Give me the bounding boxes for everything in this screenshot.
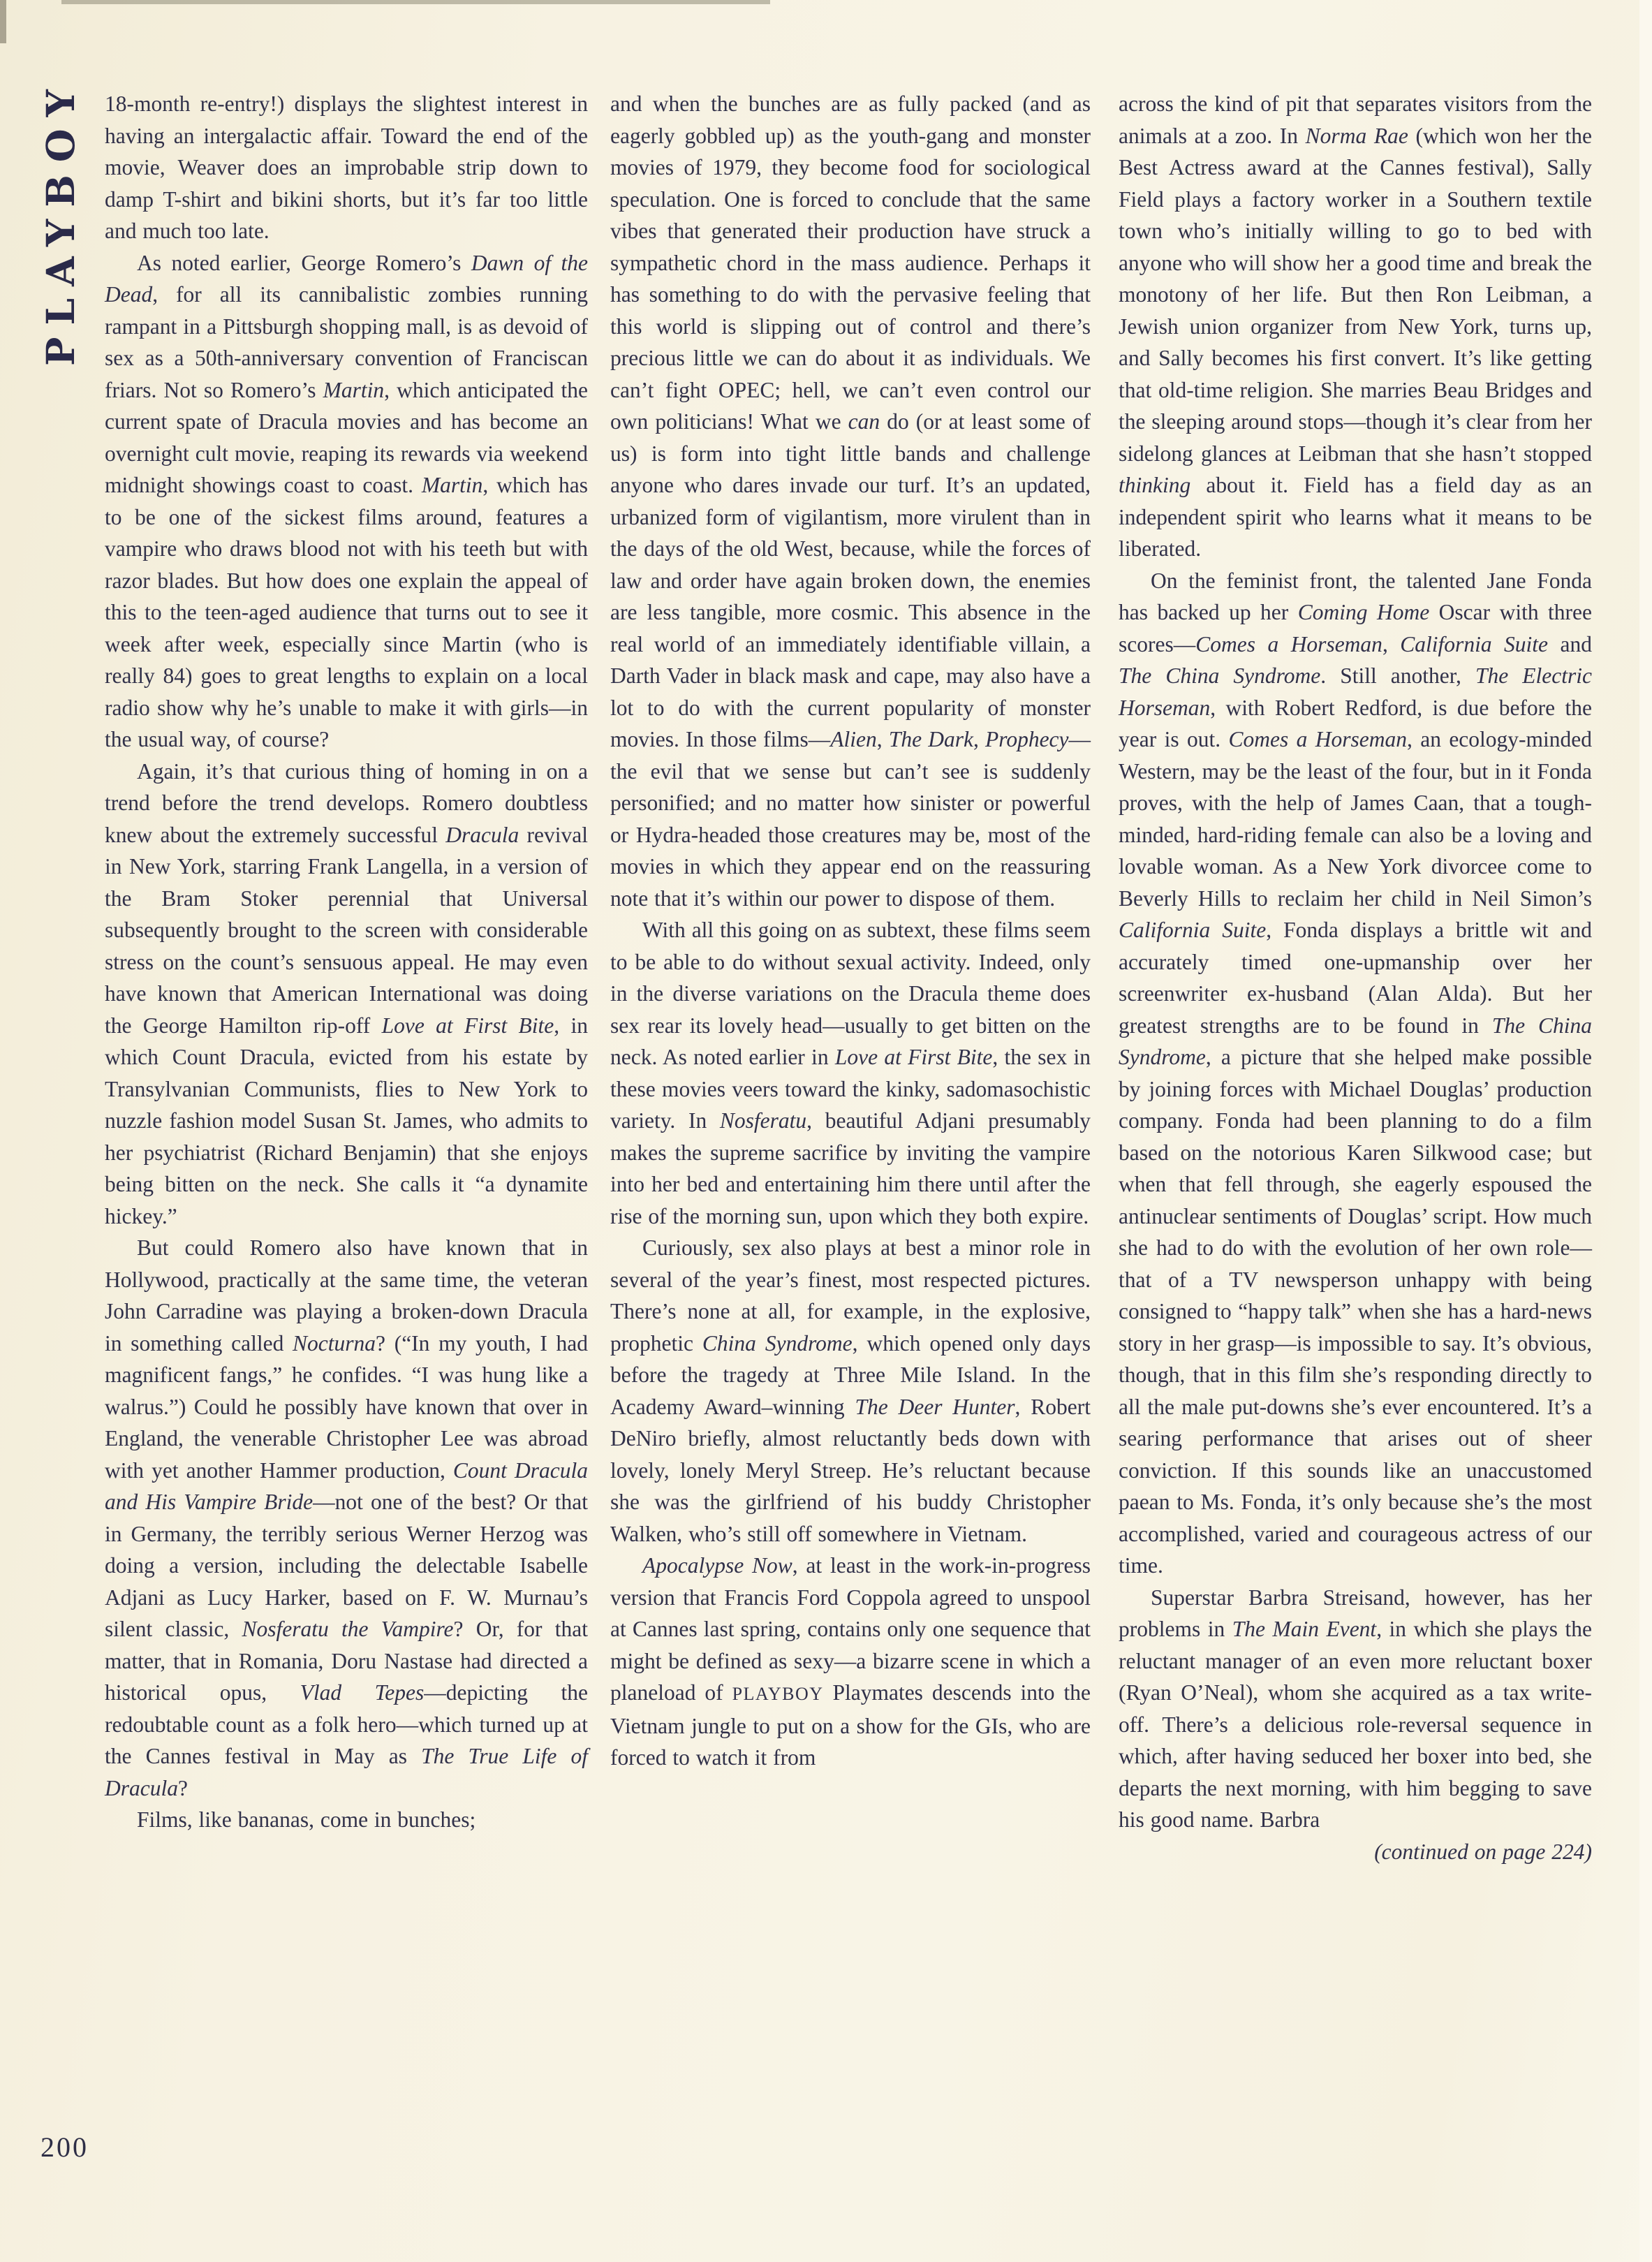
text-run: —depicting the redoubtable count as a folk hero—which turned up at the Cannes festival in May as	[105, 1680, 589, 1768]
text-run: . Still another,	[1320, 663, 1475, 688]
page-edge-corner	[0, 0, 6, 43]
paragraph	[105, 247, 588, 756]
italic-text-run: Comes a Horseman	[1228, 727, 1407, 751]
text-run: But could Romero also have known that in Hollywood, practically at the same time, the veteran John Carradine was playing a broken-down Dracula in something called	[105, 1235, 588, 1356]
italic-text-run: thinking	[1119, 473, 1191, 497]
paragraph	[610, 914, 1091, 1232]
text-column-right	[1119, 88, 1592, 1867]
text-run: Curiously, sex also plays at best a minor role in several of the year’s finest, most respected pictures. There’s none at all, for example, in the explosive, prophetic	[610, 1235, 1091, 1356]
text-run: ? Or, for that matter, that in Romania, Doru Nastase had directed a historical opus,	[105, 1617, 588, 1705]
italic-text-run: Norma Rae	[1305, 123, 1408, 148]
text-run: , Fonda displays a brittle wit and accurately timed one-upmanship over her screenwriter ex-husband (Alan Alda). But her greatest strengths are to be found in	[1119, 918, 1592, 1038]
text-run: Superstar Barbra Streisand, however, has her problems in	[1119, 1585, 1592, 1641]
text-run: On the feminist front, the talented Jane Fonda has backed up her	[1119, 568, 1592, 624]
italic-text-run: The Main Event	[1232, 1617, 1377, 1641]
italic-text-run: Martin	[323, 377, 385, 402]
italic-text-run: Love at First Bite	[381, 1013, 554, 1038]
italic-text-run: The China Syndrome	[1119, 1013, 1592, 1069]
text-column-left	[105, 88, 588, 1836]
paragraph	[1119, 565, 1592, 1582]
italic-text-run: Count Dracula and His Vampire Bride	[105, 1457, 588, 1514]
text-run: Again, it’s that curious thing of homing in on a trend before the trend develops. Romero doubtless knew about the extremely successful	[105, 758, 588, 847]
text-run: —the evil that we sense but can’t see is suddenly personified; and no matter how sinister or powerful or Hydra-headed those creatures may be, most of the movies in which they appear end on the reassuring note that it’s within our power to dispose of them.	[610, 727, 1091, 911]
italic-text-run: The True Life of Dracula	[105, 1744, 588, 1800]
italic-text-run: Dracula	[445, 822, 519, 847]
italic-text-run: California Suite	[1119, 918, 1267, 942]
text-run: revival in New York, starring Frank Langella, in a version of the Bram Stoker perennial that Universal subsequently brought to the screen with considerable stress on the count’s sensuous appeal. He may even have known that American International was doing the George Hamilton rip-off	[105, 822, 588, 1038]
text-run: , for all its cannibalistic zombies running rampant in a Pittsburgh shopping mall, is as devoid of sex as a 50th-anniversary convention of Franciscan friars. Not so Romero’s	[105, 282, 588, 402]
magazine-spine-logo: PLAYBOY	[38, 78, 83, 366]
italic-text-run: The Electric Horseman	[1119, 663, 1593, 720]
text-run: , beautiful Adjani presumably makes the supreme sacrifice by inviting the vampire into her bed and entertaining him there until after the rise of the morning sun, upon which they both expire.	[610, 1108, 1091, 1228]
paragraph	[1119, 1836, 1592, 1868]
italic-text-run: (continued on page 224)	[1374, 1839, 1592, 1864]
text-run: With all this going on as subtext, these films seem to be able to do without sexual activity. Indeed, only in the diverse variations on the Dracula theme does sex rear its lovely head—usually to get bitten on the neck. As noted earlier in	[610, 918, 1091, 1069]
italic-text-run: Nosferatu the Vampire	[242, 1617, 454, 1641]
italic-text-run: Dawn of the Dead	[105, 250, 589, 307]
italic-text-run: Martin	[421, 473, 483, 497]
text-run: ? (“In my youth, I had magnificent fangs,” he confides. “I was hung like a walrus.”) Could he possibly have known that over in England, the venerable Christopher Lee was abroad with yet another Hammer production,	[105, 1330, 589, 1483]
text-run: —not one of the best? Or that in Germany, the terribly serious Werner Herzog was doing a version, including the delectable Isabelle Adjani as Lucy Harker, based on F. W. Murnau’s silent classic,	[105, 1490, 588, 1641]
text-run: 18-month re-entry!) displays the slightest interest in having an intergalactic affair. Toward the end of the movie, Weaver does an improbable strip down to damp T-shirt and bikini shorts, but it’s far too little and much too late.	[105, 91, 588, 243]
paragraph	[105, 1232, 588, 1804]
text-run: across the kind of pit that separates visitors from the animals at a zoo. In	[1119, 91, 1592, 148]
italic-text-run: The China Syndrome	[1119, 663, 1321, 688]
italic-text-run: Love at First Bite	[834, 1045, 993, 1069]
page-edge-top	[61, 0, 770, 4]
italic-text-run: Alien	[830, 727, 877, 751]
text-run: about it. Field has a field day as an independent spirit who learns what it means to be liberated.	[1119, 473, 1592, 561]
text-run: As noted earlier, George Romero’s	[137, 250, 471, 275]
italic-text-run: The Dark	[888, 727, 973, 751]
text-run: , with Robert Redford, is due before the year is out.	[1119, 695, 1592, 751]
text-run: , a picture that she helped make possible by joining forces with Michael Douglas’ production company. Fonda had been planning to do a film based on the notorious Karen Silkwood case; but when that fell through, she eagerly espoused the antinuclear sentiments of Douglas’ script. How much she had to do with the evolution of her own role—that of a TV newsperson unhappy with being consigned to “happy talk” when she has a hard-news story in her grasp—is impossible to say. It’s obvious, though, that in this film she’s responding directly to all the male put-downs she’s ever encountered. It’s a searing performance that arises out of sheer conviction. If this sounds like an unaccustomed paean to Ms. Fonda, it’s only because she’s the most accomplished, varied and courageous actress of our time.	[1119, 1045, 1592, 1578]
text-column-middle	[610, 88, 1091, 1774]
italic-text-run: Prophecy	[984, 727, 1069, 751]
text-run: and when the bunches are as fully packed (and as eagerly gobbled up) as the youth-gang and monster movies of 1979, they become food for sociological speculation. One is forced to conclude that the same vibes that generated their production have struck a sympathetic chord in the mass audience. Perhaps it has something to do with the pervasive feeling that this world is slipping out of control and there’s precious little we can do about it as individuals. We can’t fight OPEC; hell, we can’t even control our own politicians! What we	[610, 91, 1091, 434]
text-run: ?	[178, 1775, 188, 1800]
paragraph	[105, 756, 588, 1233]
text-run: do (or at least some of us) is form into tight little bands and challenge anyone who dares invade our turf. It’s an updated, urbanized form of vigilantism, more virulent than in the days of the old West, because, while the forces of law and order have again broken down, the enemies are less tangible, more cosmic. This absence in the real world of an immediately identifiable villain, a Darth Vader in black mask and cape, may also have a lot to do with the current popularity of monster movies. In those films—	[610, 409, 1091, 751]
page-number: 200	[40, 2131, 89, 2163]
paragraph	[610, 1232, 1091, 1550]
page-edge-right	[1639, 0, 1652, 2262]
text-run: , at least in the work-in-progress version that Francis Ford Coppola agreed to unspool at Cannes last spring, contains only one sequence that might be defined as sexy—a bizarre scene in which a planeload of	[610, 1553, 1091, 1705]
text-run: Playmates descends into the Vietnam jungle to put on a show for the GIs, who are forced to watch it from	[610, 1680, 1091, 1770]
italic-text-run: Nosferatu	[719, 1108, 807, 1133]
italic-text-run: Nocturna	[293, 1330, 376, 1356]
text-run: , which has to be one of the sickest films around, features a vampire who draws blood not with his teeth but with razor blades. But how does one explain the appeal of this to the teen-aged audience that turns out to see it week after week, especially since Martin (who is really 84) goes to great lengths to explain on a local radio show why he’s unable to make it with girls—in the usual way, of course?	[105, 473, 588, 751]
paragraph	[610, 1550, 1091, 1774]
text-run: (which won her the Best Actress award at the Cannes festival), Sally Field plays a factory worker in a Southern textile town who’s initially willing to go to bed with anyone who will show her a good time and break the monotony of her life. But then Ron Leibman, a Jewish union organizer from New York, turns up, and Sally becomes his first convert. It’s like getting that old-time religion. She marries Beau Bridges and the sleeping around stops—though it’s clear from her sidelong glances at Leibman that she hasn’t stopped	[1119, 123, 1592, 466]
text-run: Oscar with three scores—	[1119, 600, 1592, 656]
text-run: , the sex in these movies veers toward the kinky, sadomasochistic variety. In	[610, 1045, 1091, 1133]
italic-text-run: Vlad Tepes	[300, 1680, 425, 1705]
text-run: , in which she plays the reluctant manager of an even more reluctant boxer (Ryan O’Neal), whom she acquired as a tax write-off. There’s a delicious role-reversal sequence in which, after having seduced her boxer into bed, she departs the next morning, with him begging to save his good name. Barbra	[1119, 1617, 1592, 1832]
italic-text-run: can	[848, 409, 880, 434]
paragraph	[1119, 1582, 1592, 1836]
paragraph	[1119, 88, 1592, 565]
italic-text-run: Coming Home	[1297, 600, 1430, 624]
text-run: , Robert DeNiro briefly, almost reluctantly beds down with lovely, lonely Meryl Streep. He’s reluctant because she was the girlfriend of his buddy Christopher Walken, who’s still off somewhere in Vietnam.	[610, 1394, 1091, 1546]
text-run: , in which Count Dracula, evicted from his estate by Transylvanian Communists, flies to New York to nuzzle fashion model Susan St. James, who admits to her psychiatrist (Richard Benjamin) that she enjoys being bitten on the neck. She calls it “a dynamite hickey.”	[105, 1013, 588, 1228]
small-caps-text-run: PLAYBOY	[732, 1684, 824, 1704]
text-run: Films, like bananas, come in bunches;	[137, 1807, 476, 1832]
paragraph	[105, 88, 588, 247]
italic-text-run: The Deer Hunter	[855, 1394, 1015, 1419]
italic-text-run: China Syndrome	[702, 1330, 853, 1356]
text-run: ,	[1382, 631, 1401, 656]
text-run: , which anticipated the current spate of Dracula movies and has become an overnight cult movie, reaping its rewards via weekend midnight showings coast to coast.	[105, 377, 588, 497]
text-run: and	[1548, 631, 1593, 656]
italic-text-run: Apocalypse Now	[642, 1553, 792, 1578]
italic-text-run: California Suite	[1400, 631, 1549, 656]
paragraph	[105, 1804, 588, 1836]
text-run: , which opened only days before the tragedy at Three Mile Island. In the Academy Award–winning	[610, 1330, 1091, 1419]
text-run: ,	[973, 727, 985, 751]
paragraph	[610, 88, 1091, 914]
text-run: , an ecology-minded Western, may be the least of the four, but in it Fonda proves, with the help of James Caan, that a tough-minded, hard-riding female can also be a loving and lovable woman. As a New York divorcee come to Beverly Hills to reclaim her child in Neil Simon’s	[1119, 727, 1593, 911]
text-run: ,	[876, 727, 889, 751]
italic-text-run: Comes a Horseman	[1195, 631, 1382, 656]
